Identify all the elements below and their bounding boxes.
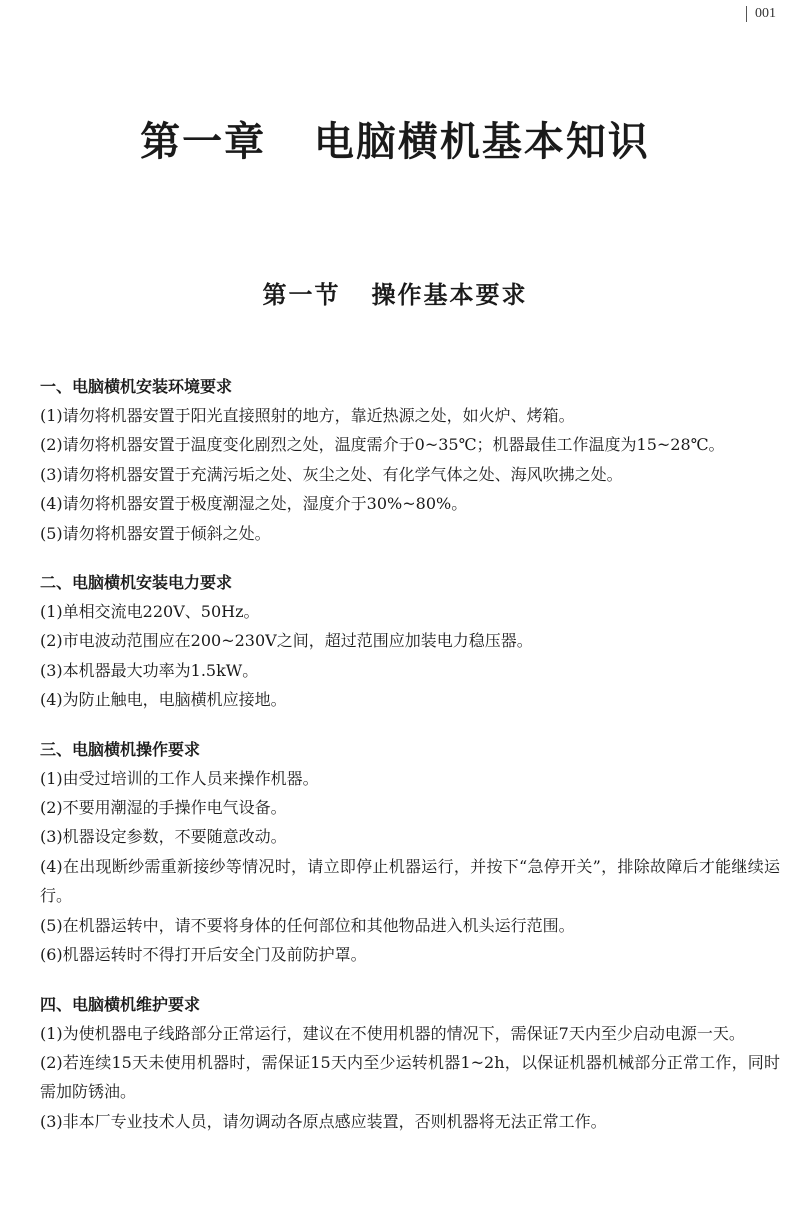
paragraph: (6)机器运转时不得打开后安全门及前防护罩。	[40, 945, 367, 965]
paragraph: (5)请勿将机器安置于倾斜之处。	[40, 523, 271, 543]
paragraph: (2)请勿将机器安置于温度变化剧烈之处，温度需介于0~35℃；机器最佳工作温度为15~28℃。	[40, 435, 725, 455]
paragraph: (3)机器设定参数，不要随意改动。	[40, 827, 287, 847]
paragraph: (1)请勿将机器安置于阳光直接照射的地方，靠近热源之处，如火炉、烤箱。	[40, 406, 575, 425]
block-heading: 一、电脑横机安装环境要求	[40, 377, 233, 396]
block-heading: 二、电脑横机安装电力要求	[40, 573, 233, 593]
block-heading: 三、电脑横机操作要求	[40, 739, 201, 759]
section-power-requirements	[40, 568, 780, 715]
chapter-title: 第一章 电脑横机基本知识	[140, 118, 650, 165]
paragraph: (1)为使机器电子线路部分正常运行，建议在不使用机器的情况下，需保证7天内至少启动电源一天。	[40, 1023, 745, 1043]
paragraph: (1)由受过培训的工作人员来操作机器。	[40, 768, 319, 788]
section-operation-requirements	[40, 735, 780, 970]
paragraph: (4)请勿将机器安置于极度潮湿之处，湿度介于30%~80%。	[40, 494, 468, 514]
paragraph: (2)市电波动范围应在200~230V之间，超过范围应加装电力稳压器。	[40, 631, 533, 651]
paragraph: (3)请勿将机器安置于充满污垢之处、灰尘之处、有化学气体之处、海风吹拂之处。	[40, 464, 623, 484]
paragraph: (3)本机器最大功率为1.5kW。	[40, 660, 259, 680]
section-maintenance-requirements	[40, 990, 780, 1137]
paragraph: (2)不要用潮湿的手操作电气设备。	[40, 798, 287, 818]
page-number: 001	[746, 6, 776, 22]
paragraph: (1)单相交流电220V、50Hz。	[40, 602, 260, 622]
section-installation-environment	[40, 372, 780, 548]
paragraph: (4)为防止触电，电脑横机应接地。	[40, 690, 287, 710]
paragraph: (4)在出现断纱需重新接纱等情况时，请立即停止机器运行，并按下“急停开关”，排除故障后才能继续运行。	[40, 856, 780, 906]
document-body	[40, 372, 780, 1156]
paragraph: (2)若连续15天未使用机器时，需保证15天内至少运转机器1~2h，以保证机器机械部分正常工作，同时需加防锈油。	[40, 1052, 780, 1102]
block-heading: 四、电脑横机维护要求	[40, 994, 201, 1014]
section-title: 第一节 操作基本要求	[262, 281, 528, 309]
paragraph: (3)非本厂专业技术人员，请勿调动各原点感应装置，否则机器将无法正常工作。	[40, 1111, 607, 1131]
paragraph: (5)在机器运转中，请不要将身体的任何部位和其他物品进入机头运行范围。	[40, 915, 575, 935]
